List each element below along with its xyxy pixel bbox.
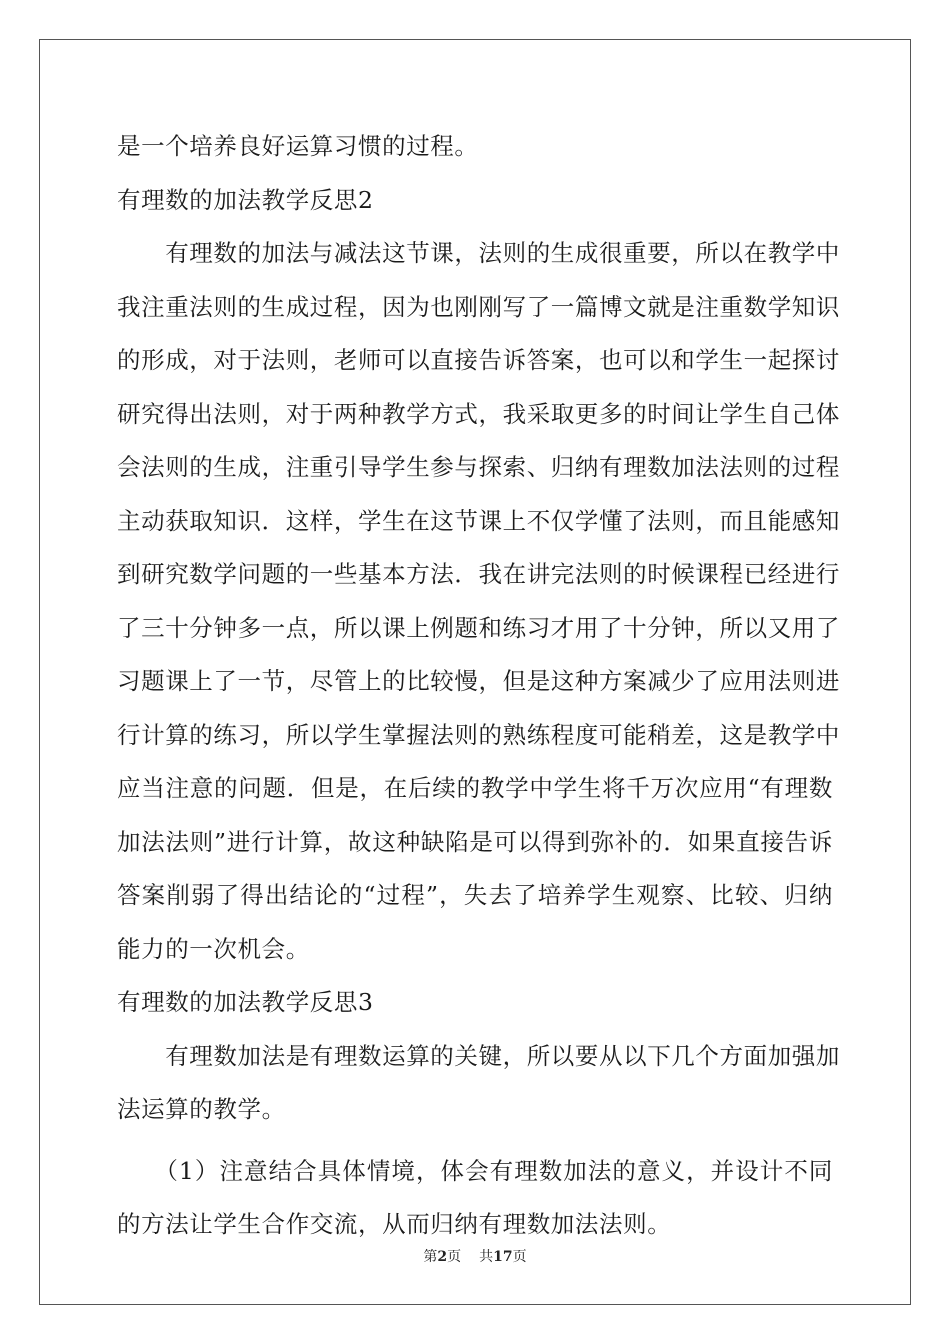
text-line: 到研究数学问题的一些基本方法．我在讲完法则的时候课程已经进行	[117, 560, 840, 588]
total-pages-prefix: 共	[479, 1249, 494, 1265]
text-line: 主动获取知识．这样，学生在这节课上不仅学懂了法则，而且能感知	[117, 506, 840, 535]
page-number-suffix: 页	[447, 1249, 462, 1265]
text-line: 行计算的练习，所以学生掌握法则的熟练程度可能稍差，这是教学中	[117, 720, 840, 749]
text-line: 法运算的教学。	[117, 1095, 286, 1123]
text-line: 答案削弱了得出结论的“过程”，失去了培养学生观察、比较、归纳	[117, 881, 833, 909]
text-line: 有理数的加法与减法这节课，法则的生成很重要，所以在教学中	[117, 239, 840, 267]
section-heading: 有理数的加法教学反思3	[117, 988, 374, 1016]
text-line: 加法法则”进行计算，故这种缺陷是可以得到弥补的．如果直接告诉	[117, 827, 833, 856]
document-body	[117, 120, 840, 1252]
text-line: 了三十分钟多一点，所以课上例题和练习才用了十分钟，所以又用了	[117, 613, 840, 642]
text-line: 能力的一次机会。	[117, 934, 310, 963]
paragraph-gap	[117, 1137, 833, 1145]
page-number-current: 2	[437, 1249, 448, 1265]
text-line: （1）注意结合具体情境，体会有理数加法的意义，并设计不同	[117, 1156, 833, 1185]
text-line: 研究得出法则，对于两种教学方式，我采取更多的时间让学生自己体	[117, 399, 840, 428]
text-line: 有理数加法是有理数运算的关键，所以要从以下几个方面加强加	[117, 1041, 840, 1070]
total-pages-suffix: 页	[512, 1249, 527, 1265]
page-footer	[0, 1248, 950, 1266]
page-number-prefix: 第	[423, 1249, 438, 1265]
text-line: 的方法让学生合作交流，从而归纳有理数加法法则。	[117, 1210, 672, 1238]
text-line: 是一个培养良好运算习惯的过程。	[117, 132, 479, 160]
section-heading: 有理数的加法教学反思2	[117, 185, 374, 214]
text-line: 我注重法则的生成过程，因为也刚刚写了一篇博文就是注重数学知识	[117, 292, 840, 321]
text-line: 习题课上了一节，尽管上的比较慢，但是这种方案减少了应用法则进	[117, 667, 840, 695]
total-pages-count: 17	[493, 1249, 513, 1265]
text-line: 的形成，对于法则，老师可以直接告诉答案，也可以和学生一起探讨	[117, 346, 840, 374]
text-line: 应当注意的问题．但是，在后续的教学中学生将千万次应用“有理数	[117, 774, 833, 802]
text-line: 会法则的生成，注重引导学生参与探索、归纳有理数加法法则的过程	[117, 453, 840, 481]
